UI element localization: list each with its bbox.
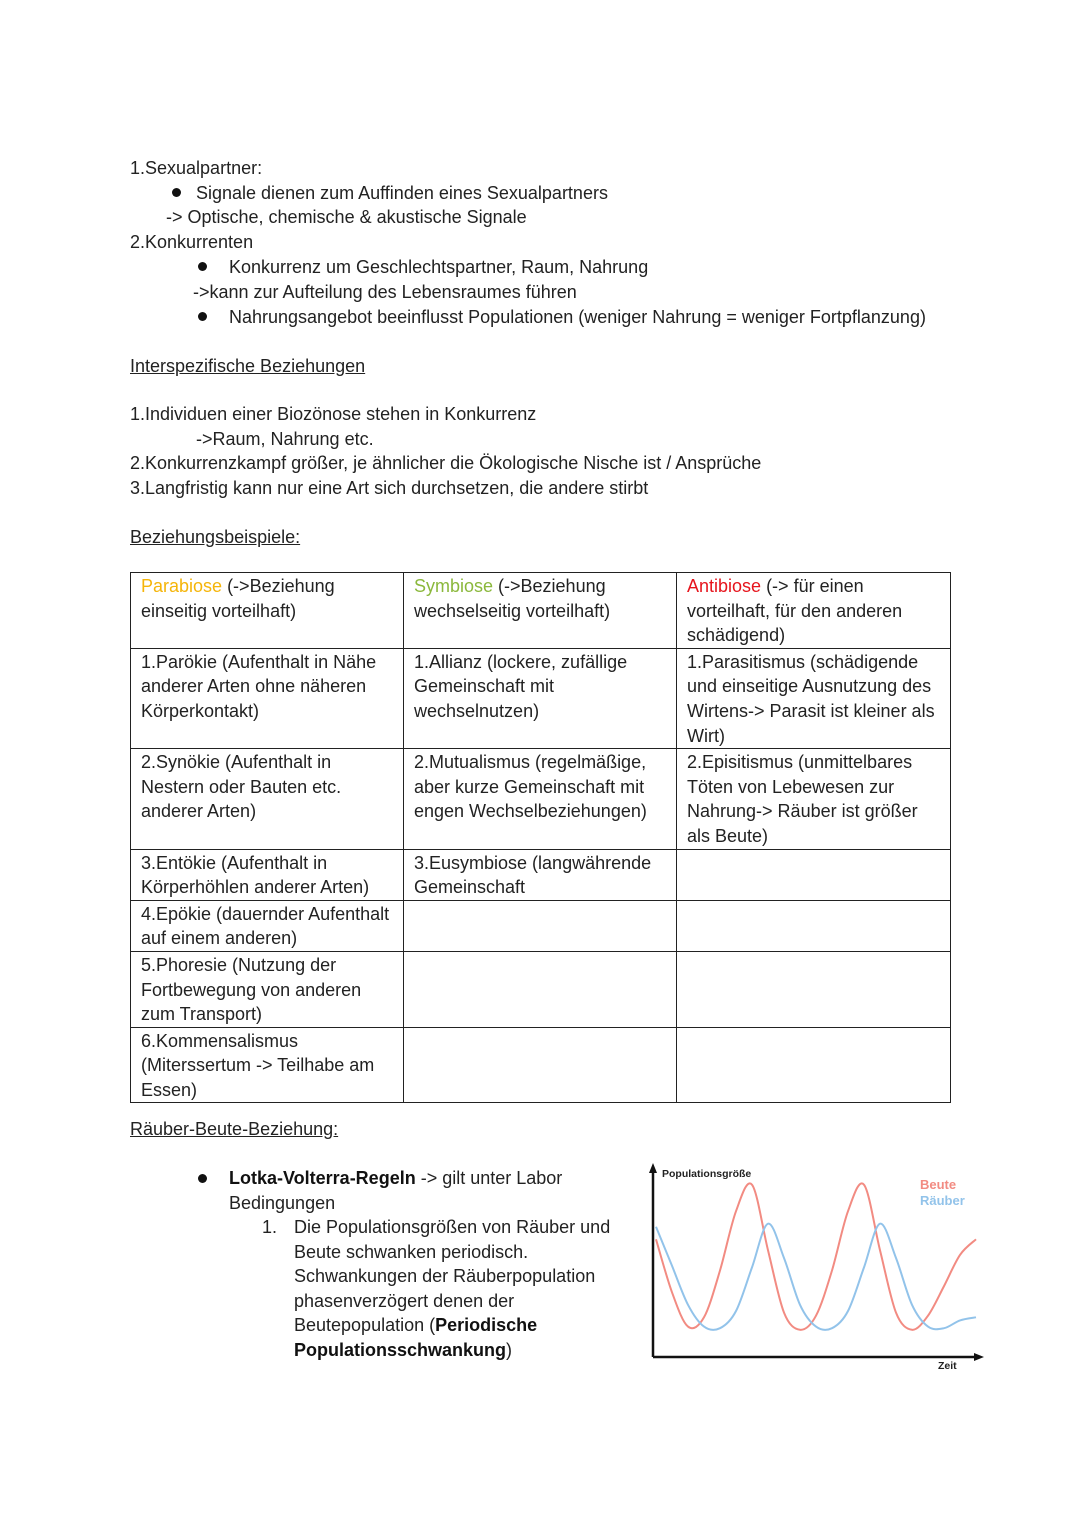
table-cell: 2.Mutualismus (regelmäßige, aber kurze Gemeinschaft mit engen Wechselbeziehungen)	[404, 749, 677, 849]
table-cell: 5.Phoresie (Nutzung der Fortbewegung von anderen zum Transport)	[131, 951, 404, 1027]
item-konkurrenten-arrow: ->kann zur Aufteilung des Lebensraumes führen	[193, 282, 577, 302]
rule-line: Beute schwanken periodisch.	[294, 1242, 529, 1262]
predator-prey-chart	[640, 1160, 990, 1375]
x-axis-label: Zeit	[938, 1360, 957, 1372]
table-row	[131, 900, 951, 951]
table-cell	[677, 849, 951, 900]
table-cell	[404, 1027, 677, 1103]
legend-raeuber: Räuber	[920, 1193, 965, 1208]
parabiose-term: Parabiose	[141, 576, 223, 596]
table-cell: 1.Parasitismus (schädigende und einseitige Ausnutzung des Wirtens-> Parasit ist kleiner als Wirt)	[677, 648, 951, 748]
y-axis-arrow	[649, 1163, 657, 1173]
header-parabiose	[131, 573, 404, 649]
rule-line	[294, 1313, 537, 1338]
table-cell: 6.Kommensalismus (Miterssertum -> Teilhabe am Essen)	[131, 1027, 404, 1103]
table-row	[131, 1027, 951, 1103]
legend-beute: Beute	[920, 1177, 957, 1192]
lotka-volterra-desc: -> gilt unter Labor	[415, 1168, 563, 1188]
item-konkurrenten-bullet1: Konkurrenz um Geschlechtspartner, Raum, Nahrung	[229, 257, 649, 277]
item-sexualpartner-arrow: -> Optische, chemische & akustische Signale	[166, 207, 527, 227]
table-row	[131, 648, 951, 748]
item-sexualpartner-title: 1.Sexualpartner:	[130, 158, 263, 178]
relationship-table	[130, 572, 951, 1103]
item-konkurrenten-bullet2: Nahrungsangebot beeinflusst Populationen (weniger Nahrung = weniger Fortpflanzung)	[229, 307, 926, 327]
rule-bold-text: Populationsschwankung	[294, 1340, 507, 1360]
symbiose-term: Symbiose	[414, 576, 494, 596]
table-cell: 1.Parökie (Aufenthalt in Nähe anderer Arten ohne näheren Körperkontakt)	[131, 648, 404, 748]
header-symbiose	[404, 573, 677, 649]
examples-heading: Beziehungsbeispiele:	[130, 527, 301, 547]
rule-line	[294, 1338, 512, 1363]
bullet-dot	[172, 188, 181, 197]
item-sexualpartner-bullet: Signale dienen zum Auffinden eines Sexualpartners	[196, 183, 608, 203]
table-cell	[677, 900, 951, 951]
inter-line-1: 1.Individuen einer Biozönose stehen in Konkurrenz	[130, 404, 537, 424]
header-antibiose	[677, 573, 951, 649]
inter-line-2: 2.Konkurrenzkampf größer, je ähnlicher die Ökologische Nische ist / Ansprüche	[130, 453, 762, 473]
lotka-volterra-line	[229, 1166, 562, 1191]
inter-line-1-sub: ->Raum, Nahrung etc.	[196, 429, 374, 449]
item-konkurrenten-title: 2.Konkurrenten	[130, 232, 254, 252]
table-row	[131, 849, 951, 900]
rule-bold-text: Periodische	[435, 1315, 538, 1335]
parabiose-desc: (->Beziehung einseitig vorteilhaft)	[141, 576, 335, 621]
table-cell	[677, 1027, 951, 1103]
lotka-volterra-term: Lotka-Volterra-Regeln	[229, 1168, 416, 1188]
table-cell: 3.Entökie (Aufenthalt in Körperhöhlen anderer Arten)	[131, 849, 404, 900]
table-cell: 3.Eusymbiose (langwährende Gemeinschaft	[404, 849, 677, 900]
table-row	[131, 951, 951, 1027]
rule-line: Die Populationsgrößen von Räuber und	[294, 1217, 611, 1237]
rule-line: phasenverzögert denen der	[294, 1291, 515, 1311]
bullet-dot	[198, 1174, 207, 1183]
rule-text: Beutepopulation (	[294, 1315, 436, 1335]
symbiose-desc: (->Beziehung wechselseitig vorteilhaft)	[414, 576, 611, 621]
table-cell: 1.Allianz (lockere, zufällige Gemeinschaft mit wechselnutzen)	[404, 648, 677, 748]
antibiose-desc: (-> für einen vorteilhaft, für den anderen schädigend)	[687, 576, 903, 646]
bullet-dot	[198, 262, 207, 271]
rule-text: )	[506, 1340, 513, 1360]
rule-line: Schwankungen der Räuberpopulation	[294, 1266, 596, 1286]
table-row	[131, 749, 951, 849]
table-cell	[677, 951, 951, 1027]
table-cell	[404, 900, 677, 951]
bullet-dot	[198, 312, 207, 321]
inter-heading: Interspezifische Beziehungen	[130, 356, 366, 376]
y-axis-label: Populationsgröße	[662, 1168, 752, 1180]
table-header-row	[131, 573, 951, 649]
predator-heading: Räuber-Beute-Beziehung:	[130, 1119, 339, 1139]
lotka-volterra-line-2: Bedingungen	[229, 1193, 336, 1213]
antibiose-term: Antibiose	[687, 576, 762, 596]
table-cell: 2.Episitismus (unmittelbares Töten von Lebewesen zur Nahrung-> Räuber ist größer als Beute)	[677, 749, 951, 849]
table-cell: 2.Synökie (Aufenthalt in Nestern oder Bauten etc. anderer Arten)	[131, 749, 404, 849]
table-cell: 4.Epökie (dauernder Aufenthalt auf einem anderen)	[131, 900, 404, 951]
x-axis-arrow	[974, 1353, 984, 1361]
table-cell	[404, 951, 677, 1027]
inter-line-3: 3.Langfristig kann nur eine Art sich durchsetzen, die andere stirbt	[130, 478, 649, 498]
rule-number: 1.	[262, 1217, 278, 1237]
